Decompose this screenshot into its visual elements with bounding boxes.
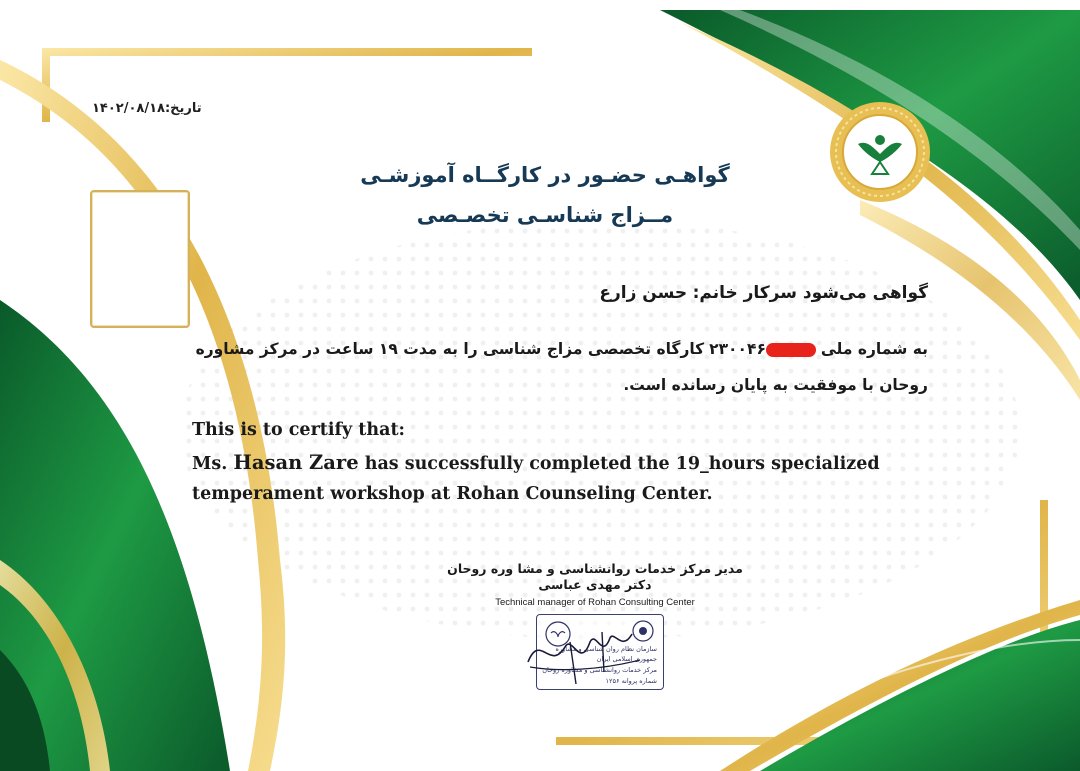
signatory-title-fa: مدیر مرکز خدمات روانشناسی و مشا وره روحان (447, 561, 743, 576)
signatory-title-en: Technical manager of Rohan Consulting Center (495, 597, 695, 608)
photo-placeholder (90, 190, 190, 328)
english-body-line-1 (192, 451, 880, 474)
honorific: Ms. (192, 454, 228, 474)
stamp-text-1: سازمان نظام روان شناسی و مشاوره (555, 645, 657, 653)
national-id-number: ۲۳۰۰۴۶ (709, 340, 766, 358)
title-line-1: گواهـی حضـور در کارگــاه آموزشـی (360, 163, 730, 187)
english-body-line-2: temperament workshop at Rohan Counseling Center. (192, 484, 713, 504)
handwritten-signature (510, 612, 650, 692)
stamp-text-4: شماره پروانه ۱۲۵۶ (605, 677, 657, 685)
stamp-text-2: جمهوری اسلامی ایران (596, 655, 657, 663)
logo-emblem (828, 100, 932, 204)
recipient-name-en: Hasan Zare (233, 451, 359, 474)
title-line-2: مــزاج شناسـی تخصـصی (416, 203, 674, 227)
stamp-text-3: مرکز خدمات روانشناسی و مشاوره روحان (542, 666, 657, 674)
english-body-text: has successfully completed the 19_hours specialized (364, 454, 880, 474)
recipient-label-fa: گواهی می‌شود سرکار خانم: (692, 283, 928, 303)
issue-date: تاریخ:۱۴۰۲/۰۸/۱۸ (92, 101, 202, 116)
national-id-label: به شماره ملی (820, 340, 928, 358)
english-heading: This is to certify that: (192, 420, 405, 440)
recipient-name-fa: حسن زارع (599, 283, 688, 303)
signatory-name-fa: دکتر مهدی عباسی (538, 577, 652, 592)
certificate-title (300, 155, 790, 235)
body-text-fa-end: روحان با موفقیت به پایان رسانده است. (623, 376, 928, 394)
persian-recipient-line (599, 283, 928, 303)
redaction-mark (766, 343, 816, 357)
persian-body-line-1 (196, 340, 928, 358)
persian-body-line-2 (623, 376, 928, 394)
body-text-fa: کارگاه تخصصی مزاج شناسی را به مدت ۱۹ ساعت در مرکز مشاوره (195, 340, 705, 358)
